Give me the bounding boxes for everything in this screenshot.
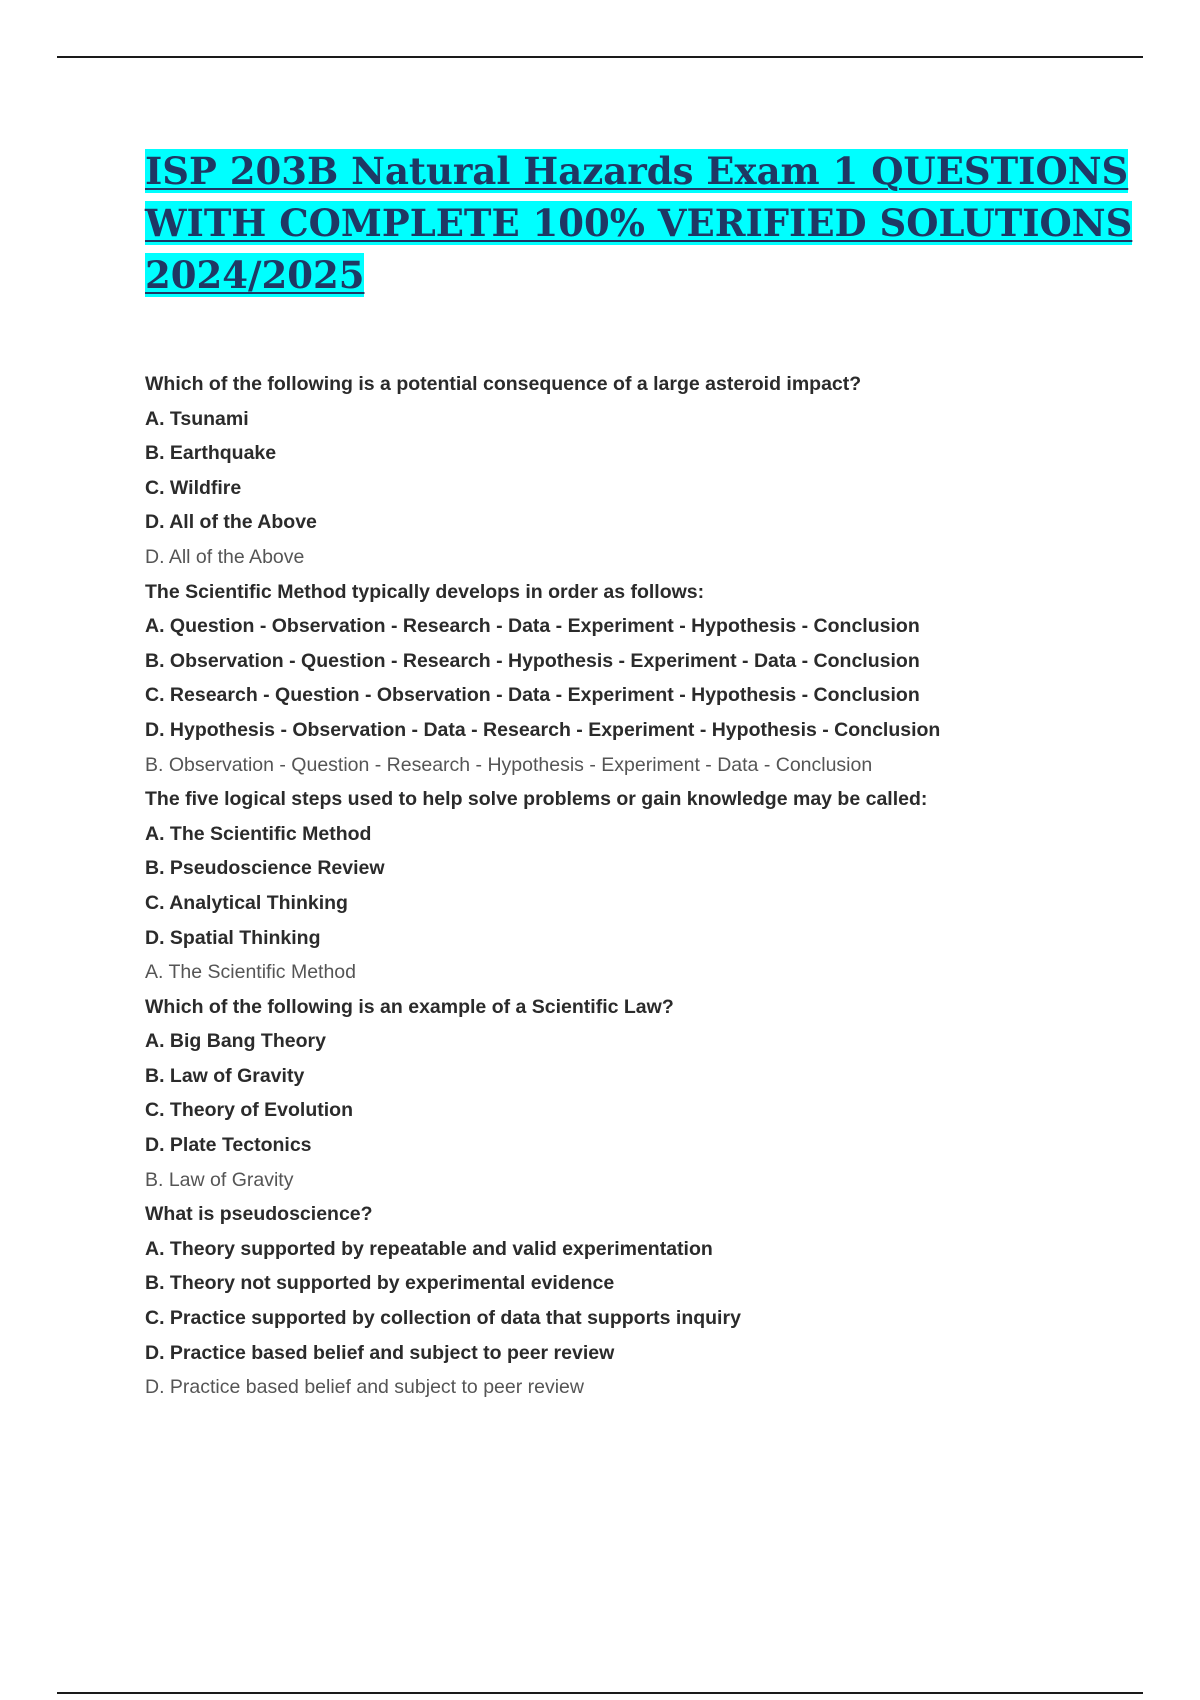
- correct-answer: D. All of the Above: [145, 545, 305, 568]
- question-list: [145, 367, 1105, 1405]
- answer-option: D. Spatial Thinking: [145, 926, 321, 949]
- question-block: [145, 990, 1105, 1198]
- answer-option: A. Theory supported by repeatable and valid experimentation: [145, 1237, 713, 1260]
- answer-option: A. Question - Observation - Research - Data - Experiment - Hypothesis - Conclusion: [145, 615, 920, 638]
- answer-option: C. Analytical Thinking: [145, 891, 348, 914]
- question-text: Which of the following is an example of a Scientific Law?: [145, 995, 674, 1018]
- answer-option: A. Tsunami: [145, 407, 249, 430]
- title-line: 2024/2025: [145, 253, 365, 297]
- answer-option: D. Practice based belief and subject to peer review: [145, 1341, 615, 1364]
- question-block: [145, 782, 1105, 990]
- answer-option: D. Hypothesis - Observation - Data - Research - Experiment - Hypothesis - Conclusion: [145, 718, 941, 741]
- document-title: [145, 145, 1133, 301]
- top-rule: [57, 56, 1143, 58]
- bottom-rule: [57, 1692, 1143, 1694]
- correct-answer: D. Practice based belief and subject to peer review: [145, 1376, 584, 1399]
- answer-option: D. Plate Tectonics: [145, 1134, 312, 1157]
- question-text: The five logical steps used to help solve problems or gain knowledge may be called:: [145, 788, 928, 811]
- answer-option: D. All of the Above: [145, 511, 317, 534]
- correct-answer: B. Observation - Question - Research - Hypothesis - Experiment - Data - Conclusion: [145, 753, 873, 776]
- title-line: ISP 203B Natural Hazards Exam 1 QUESTIONS: [145, 149, 1129, 193]
- question-text: What is pseudoscience?: [145, 1203, 373, 1226]
- answer-option: B. Earthquake: [145, 442, 277, 465]
- question-block: [145, 1197, 1105, 1405]
- correct-answer: B. Law of Gravity: [145, 1168, 294, 1191]
- correct-answer: A. The Scientific Method: [145, 961, 356, 984]
- answer-option: B. Pseudoscience Review: [145, 857, 385, 880]
- answer-option: C. Theory of Evolution: [145, 1099, 353, 1122]
- question-text: The Scientific Method typically develops in order as follows:: [145, 580, 705, 603]
- answer-option: C. Wildfire: [145, 476, 242, 499]
- answer-option: B. Law of Gravity: [145, 1064, 305, 1087]
- answer-option: C. Research - Question - Observation - Data - Experiment - Hypothesis - Conclusion: [145, 684, 920, 707]
- answer-option: A. The Scientific Method: [145, 822, 372, 845]
- answer-option: B. Theory not supported by experimental evidence: [145, 1272, 615, 1295]
- answer-option: C. Practice supported by collection of data that supports inquiry: [145, 1307, 741, 1330]
- title-line: WITH COMPLETE 100% VERIFIED SOLUTIONS: [145, 201, 1133, 245]
- question-block: [145, 367, 1105, 575]
- answer-option: B. Observation - Question - Research - Hypothesis - Experiment - Data - Conclusion: [145, 649, 920, 672]
- question-text: Which of the following is a potential consequence of a large asteroid impact?: [145, 373, 862, 395]
- question-block: [145, 575, 1105, 783]
- answer-option: A. Big Bang Theory: [145, 1030, 326, 1053]
